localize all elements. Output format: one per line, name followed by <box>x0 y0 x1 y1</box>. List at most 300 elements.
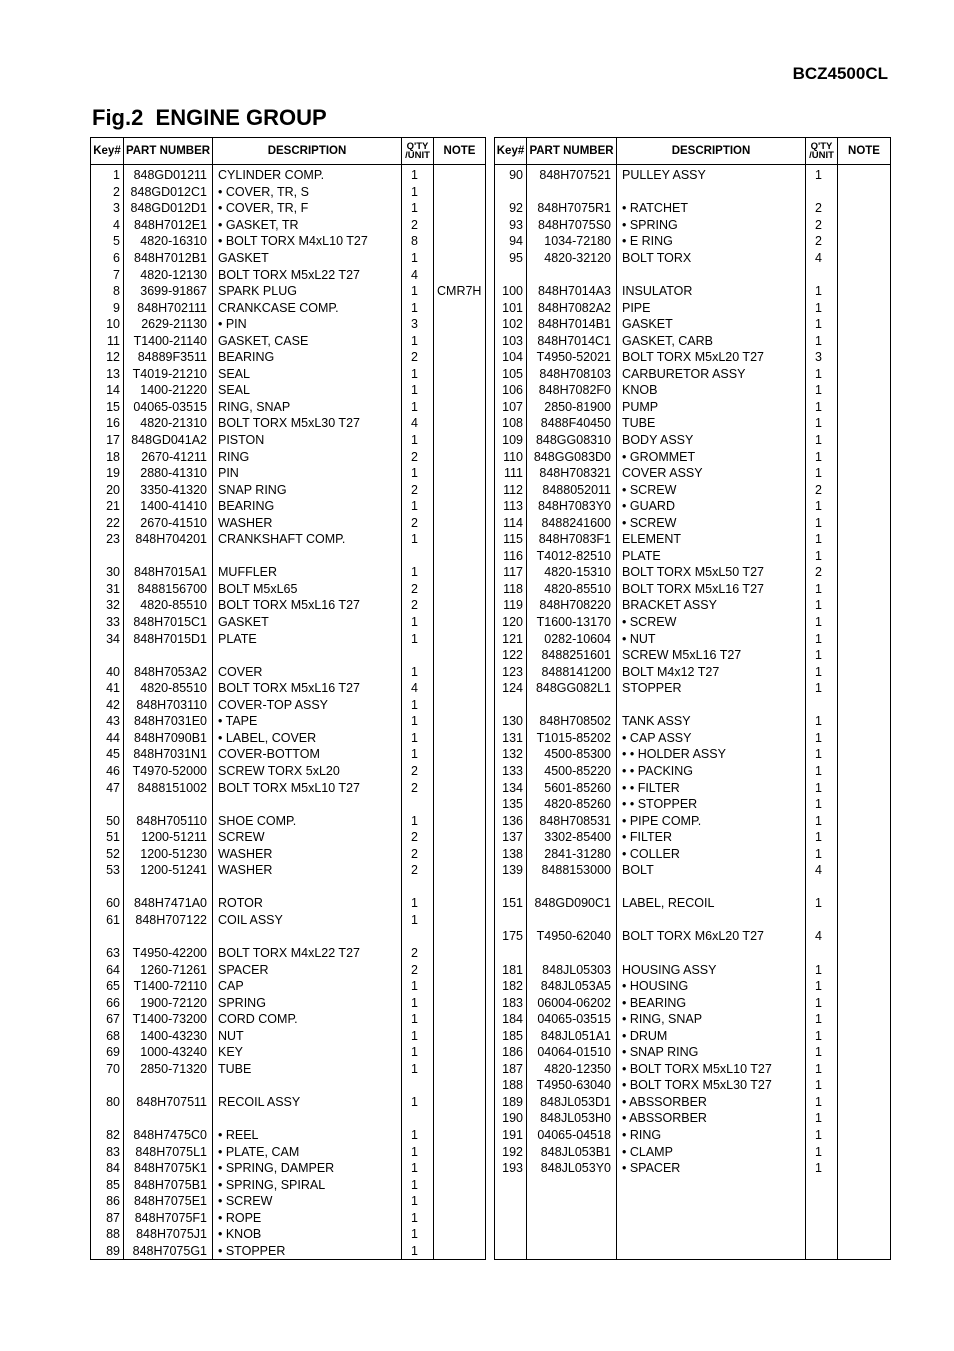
part-number: 04065-03515 <box>124 399 213 416</box>
part-number: T4950-62040 <box>527 928 617 945</box>
part-quantity: 1 <box>402 697 434 714</box>
part-description: • RING <box>617 1127 806 1144</box>
part-note <box>434 1094 486 1111</box>
part-quantity: 1 <box>402 1243 434 1260</box>
part-number: 8488141200 <box>527 663 617 680</box>
part-description: • RATCHET <box>617 200 806 217</box>
part-description: PLATE <box>617 548 806 565</box>
part-key: 119 <box>495 597 527 614</box>
table-row <box>495 895 891 912</box>
part-note <box>434 1110 486 1127</box>
part-description: SCREW <box>213 829 402 846</box>
part-key: 87 <box>91 1209 124 1226</box>
table-row <box>91 316 486 333</box>
part-number: 848JL053Y0 <box>527 1160 617 1177</box>
part-note <box>434 465 486 482</box>
part-key: 11 <box>91 332 124 349</box>
part-number: 848H7075K1 <box>124 1160 213 1177</box>
part-note <box>838 630 891 647</box>
table-row <box>91 531 486 548</box>
part-description: LABEL, RECOIL <box>617 895 806 912</box>
part-description: PULLEY ASSY <box>617 165 806 184</box>
part-description: WASHER <box>213 514 402 531</box>
part-quantity: 2 <box>806 233 838 250</box>
part-key: 10 <box>91 316 124 333</box>
part-description <box>213 928 402 945</box>
table-row <box>495 796 891 813</box>
part-key: 80 <box>91 1094 124 1111</box>
part-description: SEAL <box>213 366 402 383</box>
part-number: T1400-73200 <box>124 1011 213 1028</box>
part-quantity: 1 <box>402 895 434 912</box>
qty-header-line1: Q'TY <box>406 141 429 152</box>
part-note <box>434 316 486 333</box>
part-key <box>495 266 527 283</box>
part-key: 122 <box>495 647 527 664</box>
part-note <box>434 862 486 879</box>
part-quantity: 1 <box>806 845 838 862</box>
part-description: COVER-BOTTOM <box>213 746 402 763</box>
part-key <box>495 879 527 896</box>
table-row <box>495 730 891 747</box>
part-number: 848H7014A3 <box>527 283 617 300</box>
part-key: 44 <box>91 730 124 747</box>
part-key <box>495 945 527 962</box>
part-key: 123 <box>495 663 527 680</box>
table-row <box>91 514 486 531</box>
part-key: 65 <box>91 978 124 995</box>
part-key: 103 <box>495 332 527 349</box>
table-row <box>91 564 486 581</box>
part-note <box>434 779 486 796</box>
part-note <box>838 647 891 664</box>
part-note <box>838 1077 891 1094</box>
part-description: STOPPER <box>617 680 806 697</box>
parts-table-right-body <box>495 165 891 1260</box>
part-number: 1400-41410 <box>124 498 213 515</box>
part-note <box>838 1110 891 1127</box>
part-note <box>434 680 486 697</box>
part-note <box>838 283 891 300</box>
part-number: 848H7471A0 <box>124 895 213 912</box>
part-description: TANK ASSY <box>617 713 806 730</box>
part-note <box>434 730 486 747</box>
table-row <box>91 912 486 929</box>
part-note <box>434 1143 486 1160</box>
part-key: 45 <box>91 746 124 763</box>
part-description: SEAL <box>213 382 402 399</box>
table-row <box>91 1193 486 1210</box>
table-row <box>495 349 891 366</box>
part-key: 12 <box>91 349 124 366</box>
table-row <box>495 498 891 515</box>
part-note <box>434 829 486 846</box>
part-description <box>617 697 806 714</box>
part-description: NUT <box>213 1027 402 1044</box>
table-row <box>91 730 486 747</box>
part-number: T4019-21210 <box>124 366 213 383</box>
part-key: 34 <box>91 630 124 647</box>
table-row <box>495 1077 891 1094</box>
part-quantity: 1 <box>806 165 838 184</box>
part-quantity: 4 <box>806 928 838 945</box>
part-description: COVER <box>213 663 402 680</box>
part-number: 8488251601 <box>527 647 617 664</box>
table-row <box>495 200 891 217</box>
part-description: • SPRING <box>617 217 806 234</box>
part-quantity: 2 <box>402 514 434 531</box>
part-quantity: 1 <box>402 366 434 383</box>
table-row <box>495 912 891 929</box>
part-description: • NUT <box>617 630 806 647</box>
part-description: • GUARD <box>617 498 806 515</box>
part-note <box>838 1176 891 1193</box>
table-row <box>495 382 891 399</box>
part-description: COVER ASSY <box>617 465 806 482</box>
part-note <box>434 1127 486 1144</box>
part-note <box>838 548 891 565</box>
part-key: 42 <box>91 697 124 714</box>
part-note <box>838 1226 891 1243</box>
part-key: 89 <box>91 1243 124 1260</box>
part-number: 848H7075S0 <box>527 217 617 234</box>
parts-table-left <box>90 137 486 1260</box>
part-quantity <box>402 1077 434 1094</box>
table-row <box>495 233 891 250</box>
part-key: 9 <box>91 299 124 316</box>
part-quantity: 1 <box>806 680 838 697</box>
table-row <box>91 1077 486 1094</box>
part-key: 33 <box>91 614 124 631</box>
part-quantity: 1 <box>402 994 434 1011</box>
part-quantity: 1 <box>402 299 434 316</box>
part-key: 18 <box>91 448 124 465</box>
part-key: 83 <box>91 1143 124 1160</box>
column-header-note: NOTE <box>434 138 486 165</box>
part-quantity: 1 <box>806 1160 838 1177</box>
part-key <box>91 647 124 664</box>
table-row <box>495 548 891 565</box>
table-row <box>91 994 486 1011</box>
table-row <box>495 266 891 283</box>
part-number: 3302-85400 <box>527 829 617 846</box>
part-quantity: 4 <box>402 266 434 283</box>
part-description: • SNAP RING <box>617 1044 806 1061</box>
part-key: 3 <box>91 200 124 217</box>
part-note <box>838 1027 891 1044</box>
part-description: KEY <box>213 1044 402 1061</box>
part-description: • • PACKING <box>617 763 806 780</box>
part-description: BOLT TORX M5xL16 T27 <box>617 581 806 598</box>
part-number: 848H7090B1 <box>124 730 213 747</box>
part-description: SCREW M5xL16 T27 <box>617 647 806 664</box>
table-row <box>91 697 486 714</box>
part-key: 115 <box>495 531 527 548</box>
part-number: 1260-71261 <box>124 961 213 978</box>
part-quantity <box>806 1226 838 1243</box>
part-key: 1 <box>91 165 124 184</box>
table-row <box>91 548 486 565</box>
part-key: 21 <box>91 498 124 515</box>
part-description: RING, SNAP <box>213 399 402 416</box>
part-key: 64 <box>91 961 124 978</box>
part-quantity: 1 <box>402 1127 434 1144</box>
part-quantity: 2 <box>402 779 434 796</box>
part-note <box>434 1209 486 1226</box>
part-number: 1400-43230 <box>124 1027 213 1044</box>
part-key: 6 <box>91 250 124 267</box>
part-quantity: 1 <box>806 448 838 465</box>
part-description: • COVER, TR, S <box>213 184 402 201</box>
part-note <box>434 548 486 565</box>
part-key: 4 <box>91 217 124 234</box>
part-note <box>838 1209 891 1226</box>
part-number: 848H707511 <box>124 1094 213 1111</box>
table-row <box>91 448 486 465</box>
part-number <box>527 1209 617 1226</box>
part-quantity: 1 <box>402 399 434 416</box>
table-row <box>495 481 891 498</box>
part-quantity: 1 <box>806 366 838 383</box>
part-description: • ROPE <box>213 1209 402 1226</box>
part-quantity: 1 <box>806 1110 838 1127</box>
part-note <box>838 316 891 333</box>
part-number: 8488156700 <box>124 581 213 598</box>
part-number: 848H7075F1 <box>124 1209 213 1226</box>
part-quantity: 2 <box>402 597 434 614</box>
part-key: 53 <box>91 862 124 879</box>
part-quantity: 1 <box>806 1027 838 1044</box>
part-description: SHOE COMP. <box>213 812 402 829</box>
part-note <box>838 432 891 449</box>
part-number: 848H7075G1 <box>124 1243 213 1260</box>
part-note <box>838 299 891 316</box>
part-description: PIPE <box>617 299 806 316</box>
part-key: 88 <box>91 1226 124 1243</box>
part-quantity: 1 <box>402 1027 434 1044</box>
part-note <box>434 382 486 399</box>
part-key: 82 <box>91 1127 124 1144</box>
part-note <box>434 299 486 316</box>
part-quantity: 1 <box>402 1193 434 1210</box>
part-number: 848H707521 <box>527 165 617 184</box>
part-description <box>617 1209 806 1226</box>
table-row <box>495 448 891 465</box>
part-key: 67 <box>91 1011 124 1028</box>
part-number: 0282-10604 <box>527 630 617 647</box>
part-key: 139 <box>495 862 527 879</box>
table-row <box>91 630 486 647</box>
part-number: 3699-91867 <box>124 283 213 300</box>
part-quantity: 1 <box>402 1143 434 1160</box>
part-note <box>434 332 486 349</box>
part-number: 848H7014B1 <box>527 316 617 333</box>
part-description: CYLINDER COMP. <box>213 165 402 184</box>
table-row <box>495 812 891 829</box>
part-description: BOLT TORX <box>617 250 806 267</box>
part-quantity: 2 <box>806 564 838 581</box>
part-number: 1200-51241 <box>124 862 213 879</box>
part-key: 192 <box>495 1143 527 1160</box>
part-quantity: 1 <box>402 1176 434 1193</box>
part-key: 70 <box>91 1061 124 1078</box>
part-quantity <box>402 647 434 664</box>
part-quantity: 2 <box>402 829 434 846</box>
part-quantity: 1 <box>402 564 434 581</box>
part-note <box>434 531 486 548</box>
table-row <box>495 713 891 730</box>
part-number: 4820-85510 <box>124 680 213 697</box>
part-quantity: 1 <box>806 283 838 300</box>
part-description: CORD COMP. <box>213 1011 402 1028</box>
part-number: 04065-03515 <box>527 1011 617 1028</box>
table-row <box>495 217 891 234</box>
part-key: 151 <box>495 895 527 912</box>
part-description: • BOLT TORX M5xL10 T27 <box>617 1061 806 1078</box>
part-note <box>434 845 486 862</box>
part-quantity: 2 <box>402 945 434 962</box>
part-key <box>91 548 124 565</box>
part-note <box>434 1027 486 1044</box>
part-number: 848H7075L1 <box>124 1143 213 1160</box>
part-description: • HOUSING <box>617 978 806 995</box>
part-note <box>838 1243 891 1260</box>
part-description: BOLT TORX M5xL50 T27 <box>617 564 806 581</box>
part-description: SPRING <box>213 994 402 1011</box>
part-quantity: 1 <box>806 1044 838 1061</box>
part-description: • GASKET, TR <box>213 217 402 234</box>
part-number: 848H7053A2 <box>124 663 213 680</box>
part-note <box>838 746 891 763</box>
part-quantity: 1 <box>806 630 838 647</box>
part-quantity: 1 <box>806 399 838 416</box>
part-description: BOLT TORX M5xL16 T27 <box>213 680 402 697</box>
part-number: 1900-72120 <box>124 994 213 1011</box>
table-row <box>91 465 486 482</box>
part-note <box>434 481 486 498</box>
part-number <box>124 796 213 813</box>
part-key <box>495 912 527 929</box>
table-row <box>91 581 486 598</box>
part-description: • CAP ASSY <box>617 730 806 747</box>
part-number: 848JL053B1 <box>527 1143 617 1160</box>
part-note <box>434 200 486 217</box>
part-description <box>617 1226 806 1243</box>
part-quantity: 1 <box>806 1011 838 1028</box>
table-row <box>495 779 891 796</box>
part-description: • E RING <box>617 233 806 250</box>
part-description: GASKET <box>213 250 402 267</box>
part-description: • GROMMET <box>617 448 806 465</box>
part-note <box>434 1226 486 1243</box>
part-key: 189 <box>495 1094 527 1111</box>
part-key: 190 <box>495 1110 527 1127</box>
table-row <box>495 1027 891 1044</box>
part-note <box>838 415 891 432</box>
part-note <box>838 614 891 631</box>
part-note <box>434 415 486 432</box>
part-note <box>838 845 891 862</box>
part-note <box>838 1061 891 1078</box>
part-key: 121 <box>495 630 527 647</box>
part-number: T1015-85202 <box>527 730 617 747</box>
part-description: SCREW TORX 5xL20 <box>213 763 402 780</box>
part-number: 4820-85510 <box>527 581 617 598</box>
part-key: 191 <box>495 1127 527 1144</box>
part-number: 848H704201 <box>124 531 213 548</box>
part-quantity: 1 <box>806 1061 838 1078</box>
part-note <box>434 928 486 945</box>
part-quantity: 1 <box>806 514 838 531</box>
part-number: 2850-71320 <box>124 1061 213 1078</box>
part-number: 2670-41510 <box>124 514 213 531</box>
part-quantity <box>806 912 838 929</box>
part-quantity: 1 <box>806 647 838 664</box>
part-note <box>434 1061 486 1078</box>
table-row <box>91 250 486 267</box>
part-quantity: 2 <box>402 349 434 366</box>
part-number: 848H7083F1 <box>527 531 617 548</box>
part-description: • PIN <box>213 316 402 333</box>
part-note <box>434 1160 486 1177</box>
part-note <box>838 514 891 531</box>
table-row <box>91 1176 486 1193</box>
part-note <box>434 184 486 201</box>
table-row <box>495 680 891 697</box>
part-number: 4820-16310 <box>124 233 213 250</box>
table-row <box>495 366 891 383</box>
table-row <box>495 531 891 548</box>
part-number: 06004-06202 <box>527 994 617 1011</box>
part-key: 19 <box>91 465 124 482</box>
part-quantity: 1 <box>806 1094 838 1111</box>
part-quantity: 2 <box>402 961 434 978</box>
part-quantity: 2 <box>806 200 838 217</box>
part-description <box>617 912 806 929</box>
part-key <box>91 796 124 813</box>
part-key: 23 <box>91 531 124 548</box>
part-description: BOLT TORX M5xL10 T27 <box>213 779 402 796</box>
part-description: GASKET, CASE <box>213 332 402 349</box>
part-note <box>434 961 486 978</box>
part-description: • RING, SNAP <box>617 1011 806 1028</box>
part-number: 848JL053A5 <box>527 978 617 995</box>
part-quantity <box>806 1209 838 1226</box>
part-number <box>527 1193 617 1210</box>
part-number: 1200-51211 <box>124 829 213 846</box>
part-quantity <box>402 928 434 945</box>
table-row <box>495 184 891 201</box>
part-quantity: 1 <box>806 1127 838 1144</box>
part-quantity: 1 <box>402 1226 434 1243</box>
part-note <box>838 779 891 796</box>
part-number: 848H7015D1 <box>124 630 213 647</box>
part-description: • COVER, TR, F <box>213 200 402 217</box>
part-description: • ABSSORBER <box>617 1094 806 1111</box>
part-quantity: 2 <box>402 845 434 862</box>
part-number: 8488151002 <box>124 779 213 796</box>
part-description: • LABEL, COVER <box>213 730 402 747</box>
part-note <box>838 862 891 879</box>
part-note <box>838 812 891 829</box>
part-key: 113 <box>495 498 527 515</box>
part-note <box>838 200 891 217</box>
part-note <box>838 349 891 366</box>
part-note <box>434 448 486 465</box>
table-row <box>91 845 486 862</box>
part-number: T1400-72110 <box>124 978 213 995</box>
part-note <box>838 465 891 482</box>
